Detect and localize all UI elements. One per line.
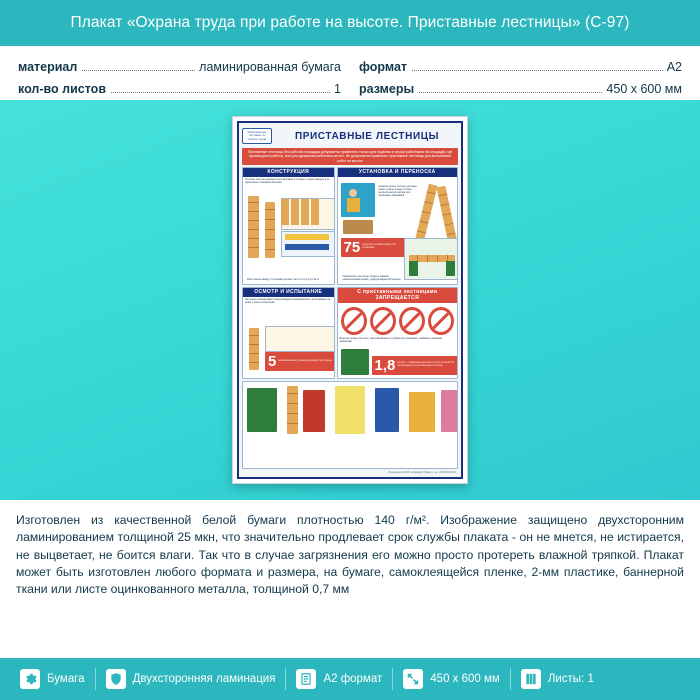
- callout-angle: [341, 238, 407, 257]
- prohibition-sign-icon: [370, 307, 396, 335]
- sheets-icon: [521, 669, 541, 689]
- callout-value: 1,8: [374, 356, 396, 374]
- poster-section-konstrukciya: [242, 167, 335, 285]
- spec-row-format: [359, 60, 682, 74]
- callout-caption: максимальная длина деревянной лестницы: [278, 358, 332, 362]
- spec-dots: [111, 92, 330, 93]
- illustration-carry: [404, 238, 458, 280]
- spec-dots: [412, 70, 663, 71]
- feature-label-format: A2 формат: [323, 673, 383, 685]
- poster-image[interactable]: [232, 116, 468, 484]
- feature-bar: [0, 658, 700, 700]
- poster-section-osmotr: [242, 287, 335, 379]
- poster-note: Лестницы осматривают перед каждым применением и испытывают не реже 1 раза в 6 месяцев: [245, 297, 331, 304]
- feature-item-format[interactable]: [286, 669, 392, 689]
- spec-label-format: формат: [359, 60, 408, 74]
- prohibition-sign-icon: [341, 307, 367, 335]
- feature-label-sheets: Листы: 1: [547, 673, 594, 685]
- spec-value-sheets: 1: [334, 82, 341, 96]
- ladder-graphic: [249, 328, 259, 370]
- ladder-graphic: [265, 202, 275, 258]
- poster-content: [237, 121, 463, 479]
- spec-dots: [419, 92, 602, 93]
- page-header: [0, 0, 700, 46]
- illustration-worker: [441, 390, 458, 432]
- poster-section-title: ОСМОТР И ИСПЫТАНИЕ: [243, 288, 334, 297]
- feature-item-paper[interactable]: [10, 669, 95, 689]
- test-diagram: [265, 326, 335, 352]
- spec-dots: [82, 70, 195, 71]
- feature-label-lamination: Двухсторонняя ламинация: [132, 673, 276, 685]
- shield-icon: [106, 669, 126, 689]
- illustration-door: [335, 386, 365, 434]
- ladder-graphic: [287, 386, 298, 434]
- callout-height: [372, 356, 458, 375]
- callout-caption: метра — максимальная высота при которой не используются страховочные системы: [397, 361, 455, 368]
- publisher-logo: Комплексные поставки по охране труда: [242, 128, 272, 144]
- feature-item-sheets[interactable]: [511, 669, 604, 689]
- poster-note: Переносить лестницу следует вдвоём, наконечниками назад, предупреждая встречных: [342, 274, 401, 281]
- poster-section-title: УСТАНОВКА И ПЕРЕНОСКА: [338, 168, 457, 177]
- callout-caption: градусов оптимальный угол установки: [362, 243, 396, 250]
- poster-row-1: [242, 167, 458, 285]
- spec-row-size: [359, 82, 682, 96]
- illustration-worker: [341, 183, 375, 217]
- callout-value: 75: [343, 238, 361, 256]
- ladder-graphic: [248, 196, 259, 258]
- illustration-worker: [303, 390, 325, 432]
- feature-label-paper: Бумага: [47, 673, 85, 685]
- poster-note: Верхние концы лестниц, приставляемых к трубам или проводам, снабжают крюками-захватами: [339, 336, 443, 343]
- product-description: Изготовлен из качественной белой бумаги плотностью 140 г/м². Изображение защищено двухсторонним ламинированием толщиной 25 мкн, что значительно продлевает срок службы плаката - он не мнется, не истирается, не выцветает, не боится влаги. Так что в случае загрязнения его можно просто протереть влажной тряпкой. Плакат может быть изготовлен любого формата и размера, на бумаге, самоклеящейся пленке, 2-мм пластике, баннерной ткани или листе оцинкованного металла, толщиной 0,7 мм: [16, 513, 684, 597]
- poster-title: ПРИСТАВНЫЕ ЛЕСТНИЦЫ: [294, 130, 440, 142]
- poster-preview-area: [0, 100, 700, 500]
- poster-illustration-strip: [242, 381, 458, 469]
- spec-label-material: материал: [18, 60, 78, 74]
- illustration-support: [343, 220, 373, 234]
- poster-note: Расстояние между ступенями должно быть от 0,3 до 0,34 м: [247, 277, 319, 281]
- callout-value: 5: [268, 352, 277, 370]
- poster-row-2: [242, 287, 458, 379]
- poster-section-title: С приставными лестницами ЗАПРЕЩАЕТСЯ: [338, 288, 457, 303]
- spec-row-sheets: [18, 82, 341, 96]
- illustration-worker: [409, 392, 435, 432]
- illustration-worker: [247, 388, 277, 432]
- poster-section-zapreshchaetsya: [337, 287, 458, 379]
- illustration-harness: [341, 349, 369, 375]
- ladder-graphic: [436, 185, 456, 240]
- poster-note: Нижние концы лестниц должны иметь упоры в виде острых металлических шипов или резиновых башмаков: [378, 184, 417, 198]
- specifications: [0, 46, 700, 100]
- feature-item-dimensions[interactable]: [393, 669, 510, 689]
- poster-footer: Издательство ООО «Стандарт-Плакат», тел. (495) 000-00-00: [388, 471, 456, 474]
- spec-value-format: А2: [666, 60, 682, 74]
- gear-icon: [20, 669, 40, 689]
- spec-label-sheets: кол-во листов: [18, 82, 107, 96]
- feature-item-lamination[interactable]: [96, 669, 286, 689]
- spec-value-size: 450 х 600 мм: [606, 82, 682, 96]
- specs-left-column: [18, 60, 341, 96]
- prohibition-sign-icon: [399, 307, 425, 335]
- specs-right-column: [359, 60, 682, 96]
- prohibition-sign-icon: [428, 307, 454, 335]
- spec-value-material: ламинированная бумага: [199, 60, 341, 74]
- feature-label-dimensions: 450 х 600 мм: [430, 673, 500, 685]
- spec-row-material: [18, 60, 341, 74]
- resize-icon: [403, 669, 423, 689]
- poster-banner: Приставные лестницы без рабочих площадок допускается применять только для подъема и спуска работников на площадки, где производятся работы, или для удержания работника на них. Не допускается применять приставные лестницы для выполнения работ на высоте: [242, 148, 458, 165]
- callout-length: [265, 352, 335, 371]
- document-icon: [296, 669, 316, 689]
- poster-section-ustanovka: [337, 167, 458, 285]
- illustration-worker: [375, 388, 399, 432]
- poster-note: Ступени лестниц должны быть врезаны в тетивы и через каждые 2 м скреплены стяжными болтами: [245, 177, 329, 184]
- page-title: Плакат «Охрана труда при работе на высоте. Приставные лестницы» (С-97): [70, 14, 630, 32]
- poster-section-title: КОНСТРУКЦИЯ: [243, 168, 334, 177]
- spec-label-size: размеры: [359, 82, 415, 96]
- poster-header: [242, 126, 458, 146]
